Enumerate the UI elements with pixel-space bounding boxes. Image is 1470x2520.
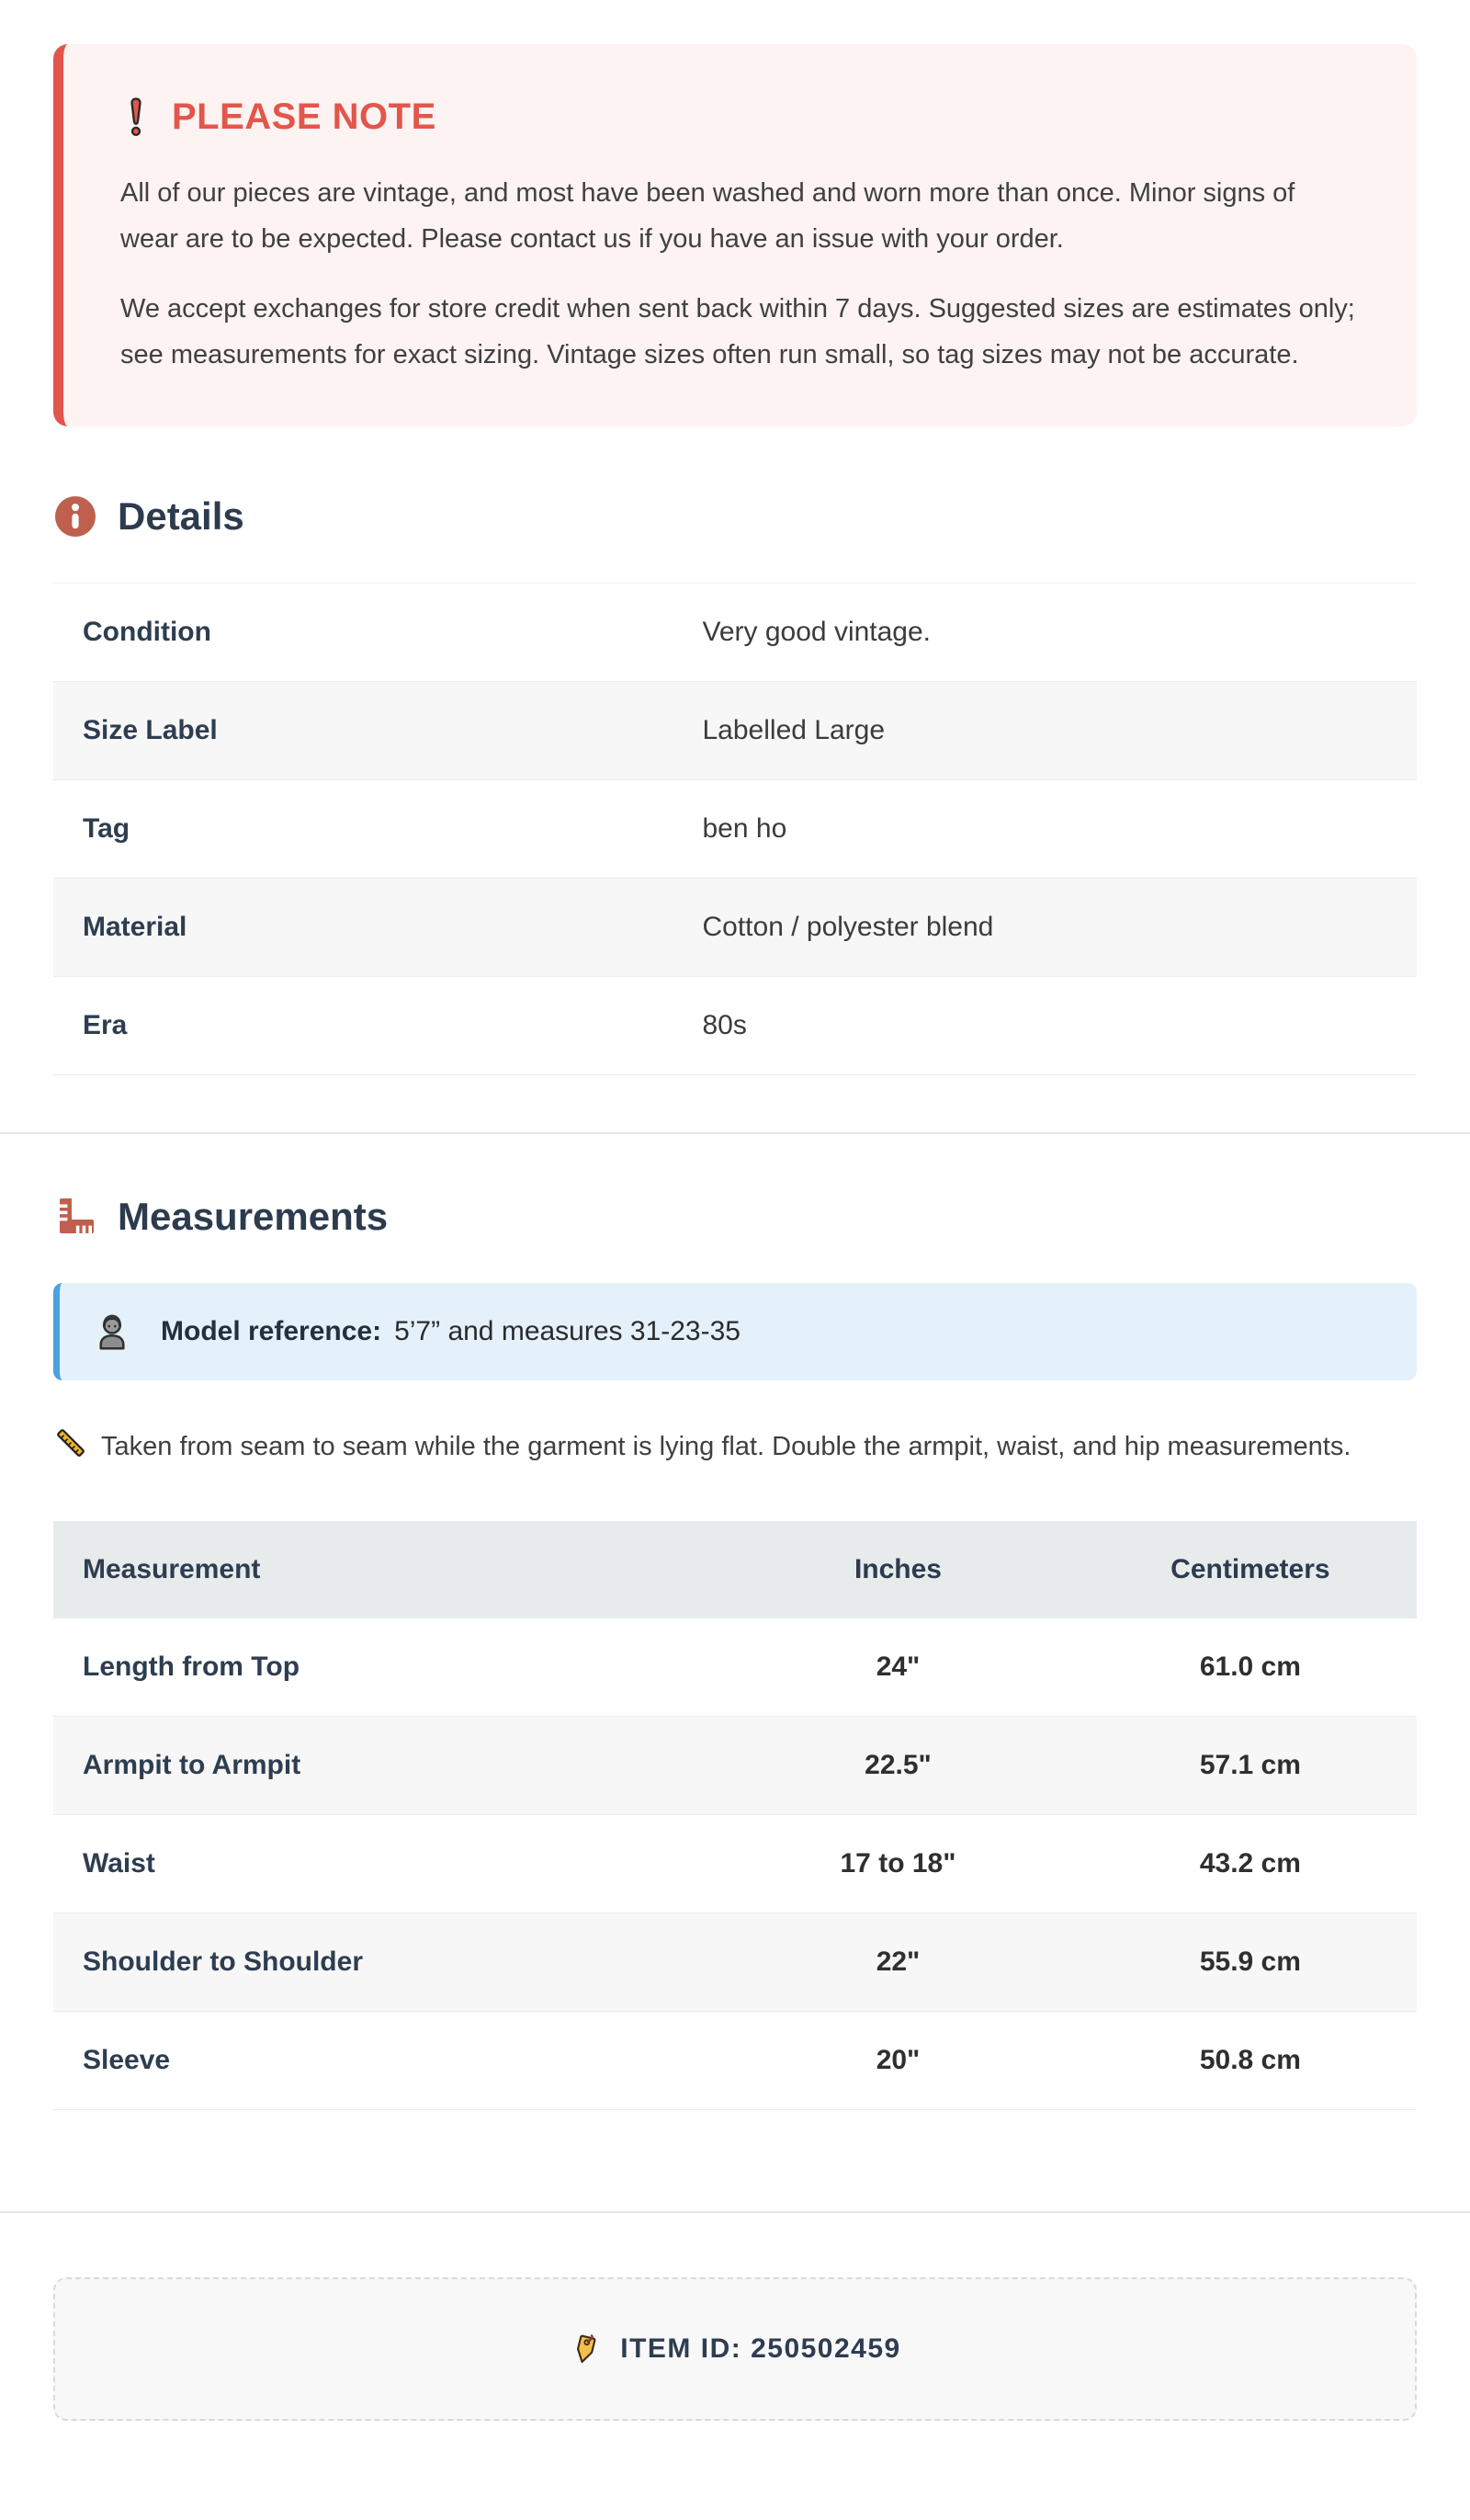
- detail-row-condition: [53, 583, 1417, 682]
- item-id-box: [53, 2277, 1417, 2421]
- info-icon: [53, 494, 97, 539]
- column-header-centimeters: Centimeters: [1170, 1553, 1330, 1584]
- column-header-inches: Inches: [854, 1553, 942, 1584]
- measurement-row-length: [53, 1618, 1417, 1717]
- measurement-name: Length from Top: [83, 1651, 300, 1682]
- measurement-inches: 22": [876, 1946, 921, 1977]
- detail-value: ben ho: [702, 812, 787, 844]
- measurement-inches: 24": [876, 1651, 921, 1682]
- measurement-inches: 20": [876, 2044, 921, 2075]
- model-reference-box: [53, 1283, 1417, 1380]
- detail-row-tag: [53, 780, 1417, 879]
- measurement-centimeters: 61.0 cm: [1199, 1651, 1301, 1682]
- measurements-heading: Measurements: [118, 1194, 389, 1238]
- detail-row-material: [53, 879, 1417, 977]
- measurement-name: Armpit to Armpit: [83, 1749, 301, 1780]
- measurement-name: Shoulder to Shoulder: [83, 1946, 363, 1977]
- measurement-name: Waist: [83, 1847, 155, 1879]
- measurements-section: [53, 1195, 1417, 2110]
- detail-label: Material: [83, 911, 187, 942]
- measurements-heading-row: [53, 1195, 1417, 1239]
- section-divider: [0, 1132, 1470, 1134]
- note-paragraph-2: We accept exchanges for store credit when sent back within 7 days. Suggested sizes are estimates only; see measurements for exact sizing. Vintage sizes often run small, so tag sizes may not be accurate.: [120, 293, 1355, 369]
- please-note-box: [53, 44, 1417, 426]
- please-note-header: [120, 96, 1360, 138]
- details-heading: Details: [118, 494, 244, 538]
- model-reference-label: Model reference:: [161, 1315, 382, 1346]
- measurement-row-sleeve: [53, 2012, 1417, 2110]
- measurements-table-body: [53, 1618, 1417, 2110]
- measurement-centimeters: 57.1 cm: [1199, 1749, 1301, 1780]
- detail-value: 80s: [702, 1009, 747, 1040]
- measurement-name: Sleeve: [83, 2044, 171, 2075]
- diagonal-ruler-icon: [53, 1425, 88, 1460]
- detail-value: Labelled Large: [702, 714, 886, 745]
- method-note: [53, 1425, 1417, 1470]
- measurement-centimeters: 50.8 cm: [1199, 2044, 1301, 2075]
- details-heading-row: [53, 494, 1417, 539]
- column-header-measurement: Measurement: [83, 1553, 261, 1584]
- detail-label: Tag: [83, 812, 130, 844]
- model-reference-value: 5’7” and measures 31-23-35: [394, 1315, 741, 1346]
- measurements-table: [53, 1521, 1417, 2110]
- detail-value: Cotton / polyester blend: [702, 911, 994, 942]
- detail-row-size-label: [53, 682, 1417, 780]
- model-bust-icon: [91, 1311, 133, 1353]
- details-table: [53, 583, 1417, 1075]
- measurement-inches: 22.5": [865, 1749, 932, 1780]
- measurement-row-shoulder: [53, 1913, 1417, 2012]
- model-reference-text: [161, 1316, 741, 1347]
- item-id-text: ITEM ID: 250502459: [620, 2333, 901, 2364]
- measurement-row-waist: [53, 1815, 1417, 1913]
- detail-value: Very good vintage.: [702, 616, 932, 647]
- details-section: [53, 494, 1417, 1075]
- detail-row-era: [53, 977, 1417, 1075]
- please-note-title: PLEASE NOTE: [172, 96, 436, 137]
- measurement-row-armpit: [53, 1717, 1417, 1815]
- ruler-square-icon: [53, 1195, 97, 1239]
- method-note-text: Taken from seam to seam while the garment is lying flat. Double the armpit, waist, and hip measurements.: [101, 1431, 1351, 1461]
- measurement-centimeters: 43.2 cm: [1199, 1847, 1301, 1879]
- exclamation-icon: [120, 96, 152, 138]
- detail-label: Size Label: [83, 714, 218, 745]
- detail-label: Era: [83, 1009, 128, 1040]
- note-paragraph-1: All of our pieces are vintage, and most have been washed and worn more than once. Minor signs of wear are to be expected. Please contact us if you have an issue with your order.: [120, 178, 1295, 254]
- measurement-inches: 17 to 18": [840, 1847, 956, 1879]
- section-divider: [0, 2211, 1470, 2213]
- tag-icon: [569, 2333, 602, 2366]
- detail-label: Condition: [83, 616, 211, 647]
- measurement-centimeters: 55.9 cm: [1199, 1946, 1301, 1977]
- measurements-table-header: [53, 1521, 1417, 1618]
